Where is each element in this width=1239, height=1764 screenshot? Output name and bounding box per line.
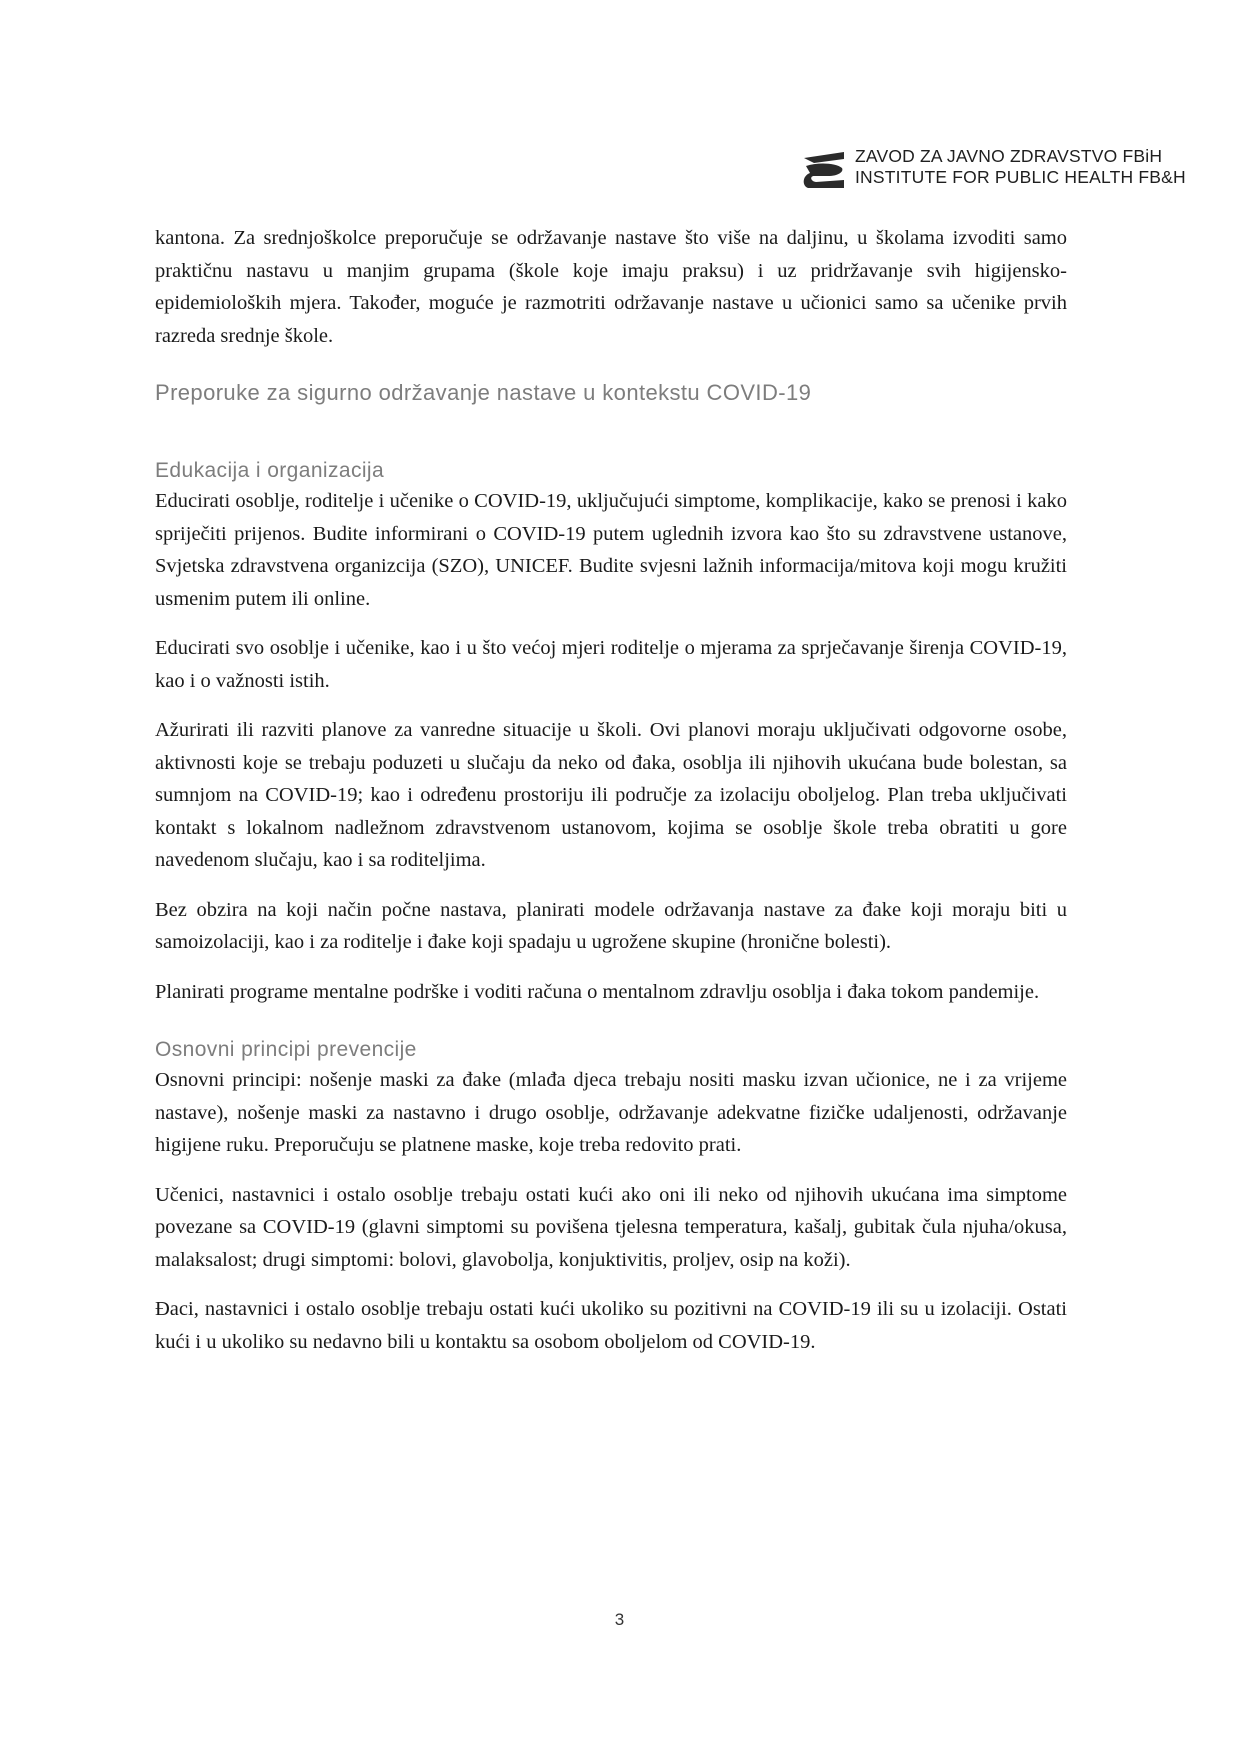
intro-paragraph: kantona. Za srednjoškolce preporučuje se održavanje nastave što više na daljinu, u školama izvoditi samo praktičnu nastavu u manjim grupama (škole koje imaju praksu) i uz pridržavanje svih higijensko-epidemioloških mjera. Također, moguće je razmotriti održavanje nastave u učionici samo sa učenike prvih razreda srednje škole.: [155, 227, 1067, 347]
main-heading: Preporuke za sigurno održavanje nastave u kontekstu COVID-19: [155, 380, 812, 405]
page-number: 3: [614, 1610, 625, 1629]
paragraph: Ažurirati ili razviti planove za vanredne situacije u školi. Ovi planovi moraju uključivati odgovorne osobe, aktivnosti koje se trebaju poduzeti u slučaju da neko od đaka, osoblja ili njihovih ukućana bude bolestan, sa sumnjom na COVID-19; kao i određenu prostoriju ili područje za izolaciju oboljelog. Plan treba uključivati kontakt s lokalnom nadležnom zdravstvenom ustanovom, kojima se osoblje škole treba obratiti u gore navedenom slučaju, kao i sa roditeljima.: [155, 719, 1067, 871]
paragraph: Đaci, nastavnici i ostalo osoblje trebaju ostati kući ukoliko su pozitivni na COVID-19 ili su u izolaciji. Ostati kući i u ukoliko su nedavno bili u kontaktu sa osobom oboljelom od COVID-19.: [155, 1298, 1067, 1353]
paragraph: Educirati osoblje, roditelje i učenike o COVID-19, uključujući simptome, komplikacije, kako se prenosi i kako spriječiti prijenos. Budite informirani o COVID-19 putem uglednih izvora kao što su zdravstvene ustanove, Svjetska zdravstvena organizcija (SZO), UNICEF. Budite svjesni lažnih informacija/mitova koji mogu kružiti usmenim putem ili online.: [155, 490, 1067, 610]
paragraph: Učenici, nastavnici i ostalo osoblje trebaju ostati kući ako oni ili neko od njihovih ukućana ima simptome povezane sa COVID-19 (glavni simptomi su povišena tjelesna temperatura, kašalj, gubitak čula njuha/okusa, malaksalost; drugi simptomi: bolovi, glavobolja, konjuktivitis, proljev, osip na koži).: [155, 1183, 1067, 1271]
section-heading-education: Edukacija i organizacija: [155, 459, 385, 482]
section-heading-prevention: Osnovni principi prevencije: [155, 1038, 417, 1061]
document-body: [155, 222, 1067, 1358]
paragraph: Bez obzira na koji način počne nastava, planirati modele održavanja nastave za đake koji moraju biti u samoizolaciji, kao i za roditelje i đake koji spadaju u ugrožene skupine (hronične bolesti).: [155, 898, 1067, 953]
institute-name: [855, 146, 1186, 188]
paragraph: Planirati programe mentalne podrške i voditi računa o mentalnom zdravlju osoblja i đaka tokom pandemije.: [155, 980, 1040, 1003]
institute-name-local: ZAVOD ZA JAVNO ZDRAVSTVO FBiH: [855, 146, 1163, 166]
paragraph: Educirati svo osoblje i učenike, kao i u što većoj mjeri roditelje o mjerama za sprječavanje širenja COVID-19, kao i o važnosti istih.: [155, 637, 1067, 692]
institute-name-english: INSTITUTE FOR PUBLIC HEALTH FB&H: [855, 167, 1186, 187]
institute-logo-icon: [800, 150, 848, 190]
document-header: [800, 146, 1200, 192]
paragraph: Osnovni principi: nošenje maski za đake (mlađa djeca trebaju nositi masku izvan učionice, ne i za vrijeme nastave), nošenje maski za nastavno i drugo osoblje, održavanje adekvatne fizičke udaljenosti, održavanje higijene ruku. Preporučuju se platnene maske, koje treba redovito prati.: [155, 1069, 1067, 1156]
